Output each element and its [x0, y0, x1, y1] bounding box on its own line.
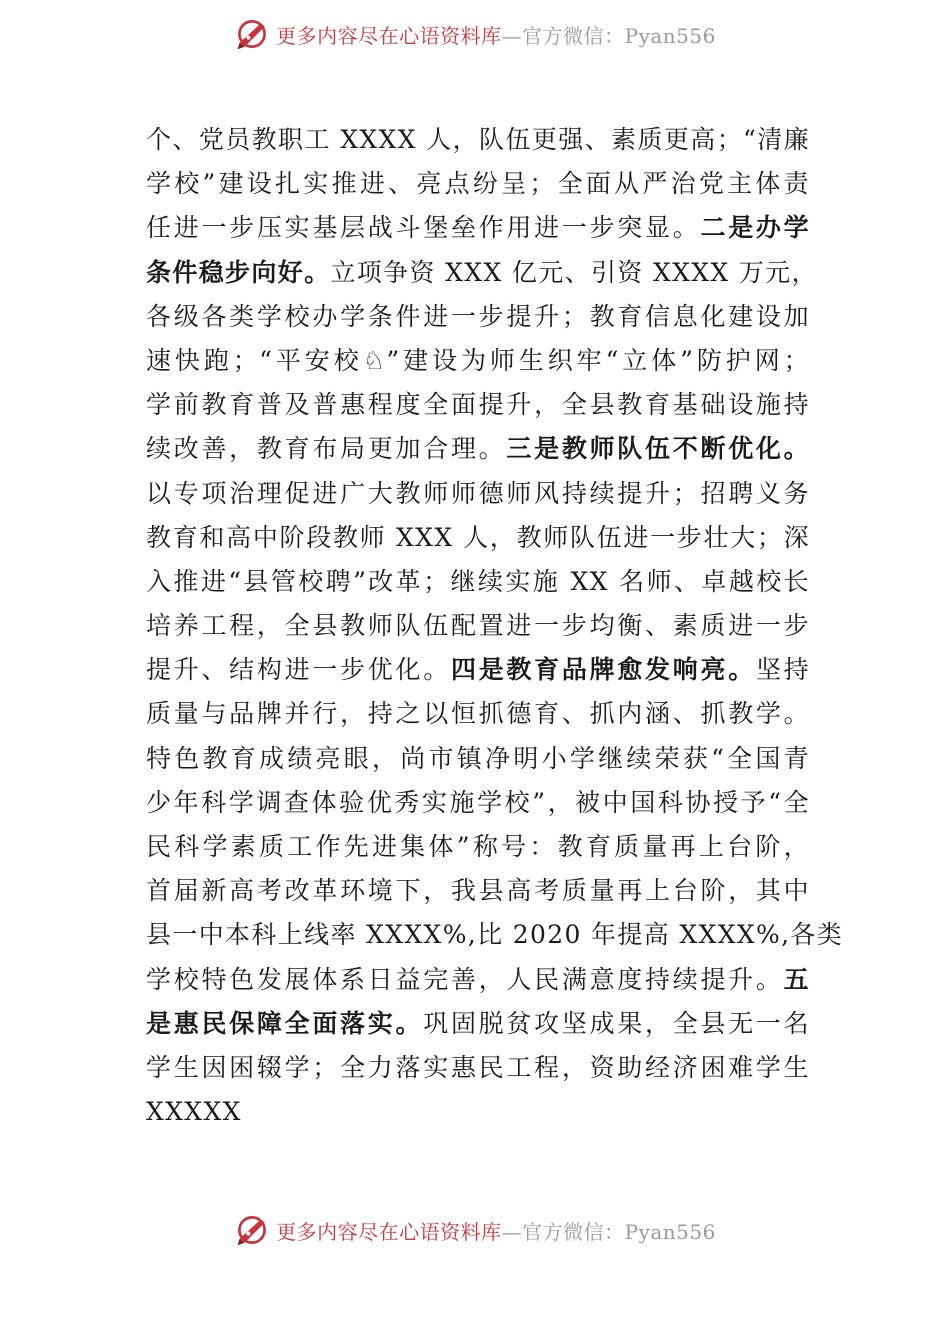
document-body [146, 118, 844, 1134]
text-line [146, 162, 810, 206]
text-line [146, 692, 810, 736]
text-segment: 特色教育成绩亮眼，尚市镇净明小学继续荣获“全国青 [146, 743, 810, 773]
header-banner-inner [234, 16, 716, 52]
text-line [146, 251, 818, 295]
text-segment: 学校特色发展体系日益完善，人民满意度持续提升。 [146, 964, 784, 994]
footer-brand: 更多内容尽在心语资料库 [276, 1219, 502, 1244]
header-brand: 更多内容尽在心语资料库 [276, 23, 502, 48]
text-line [146, 825, 810, 869]
text-line [146, 427, 810, 471]
text-line [146, 1002, 810, 1046]
text-line [146, 472, 810, 516]
bold-text-segment: 三是教师队伍不断优化。 [506, 434, 810, 464]
text-segment: 以专项治理促进广大教师师德师风持续提升；招聘义务 [146, 478, 810, 508]
text-segment: 少年科学调查体验优秀实施学校”，被中国科协授予“全 [146, 787, 810, 817]
text-segment: 巩固脱贫攻坚成果，全县无一名 [423, 1008, 810, 1038]
header-banner [0, 14, 950, 54]
text-segment: 首届新高考改革环境下，我县高考质量再上台阶，其中 [146, 876, 810, 906]
text-segment: 民科学素质工作先进集体”称号：教育质量再上台阶， [146, 832, 810, 861]
text-segment: 质量与品牌并行，持之以恒抓德育、抓内涵、抓教学。 [146, 699, 810, 729]
footer-contact-id: Pyan556 [624, 1219, 716, 1244]
header-contact-id: Pyan556 [624, 23, 716, 48]
bold-text-segment: 四是教育品牌愈发响亮。 [450, 655, 756, 685]
text-segment: 立项争资 XXX 亿元、引资 XXXX 万元， [330, 257, 818, 287]
footer-dash: — [501, 1219, 523, 1244]
text-line [146, 1090, 810, 1134]
bold-text-segment: 五 [783, 964, 810, 994]
text-segment: 续改善，教育布局更加合理。 [146, 434, 507, 464]
text-segment: 各级各类学校办学条件进一步提升；教育信息化建设加 [146, 301, 810, 331]
text-segment: 个、党员教职工 XXXX 人，队伍更强、素质更高；“清廉 [146, 125, 810, 154]
text-line [146, 1046, 810, 1090]
text-segment: 县一中本科上线率 XXXX%,比 2020 年提高 XXXX%,各类 [146, 920, 844, 950]
header-contact-label: 官方微信： [522, 23, 625, 48]
footer-banner [0, 1210, 950, 1250]
pen-logo-icon [234, 16, 270, 52]
text-segment: 速快跑；“平安校♘”建设为师生织牢“立体”防护网； [146, 345, 810, 375]
header-text [276, 20, 716, 49]
text-line [146, 339, 810, 383]
footer-contact-label: 官方微信： [522, 1219, 625, 1244]
text-line [146, 118, 810, 162]
text-line [146, 560, 810, 604]
text-line [146, 958, 810, 1002]
text-segment: 入推进“县管校聘”改革；继续实施 XX 名师、卓越校长 [146, 566, 810, 596]
text-line [146, 516, 810, 560]
footer-banner-inner [234, 1212, 716, 1248]
header-dash: — [501, 23, 523, 48]
text-line [146, 737, 810, 781]
text-segment: 坚持 [755, 655, 811, 685]
text-segment: 培养工程，全县教师队伍配置进一步均衡、素质进一步 [146, 611, 810, 641]
text-segment: 教育和高中阶段教师 XXX 人，教师队伍进一步壮大；深 [146, 522, 810, 552]
bold-text-segment: 是惠民保障全面落实。 [146, 1008, 424, 1038]
text-line [146, 383, 810, 427]
text-line [146, 206, 810, 250]
text-line [146, 648, 810, 692]
text-segment: 学校”建设扎实推进、亮点纷呈；全面从严治党主体责 [146, 169, 810, 199]
text-segment: 学生因困辍学；全力落实惠民工程，资助经济困难学生 [146, 1052, 810, 1082]
text-segment: 任进一步压实基层战斗堡垒作用进一步突显。 [146, 213, 701, 243]
text-line [146, 869, 810, 913]
text-line [146, 295, 810, 339]
pen-logo-icon [234, 1212, 270, 1248]
text-segment: 提升、结构进一步优化。 [146, 655, 451, 685]
bold-text-segment: 条件稳步向好。 [146, 257, 331, 287]
footer-text [276, 1216, 716, 1245]
text-line [146, 781, 810, 825]
text-segment: XXXXX [146, 1097, 242, 1127]
text-segment: 学前教育普及普惠程度全面提升，全县教育基础设施持 [146, 390, 810, 420]
text-line [146, 913, 844, 957]
bold-text-segment: 二是办学 [700, 213, 810, 243]
text-line [146, 604, 810, 648]
